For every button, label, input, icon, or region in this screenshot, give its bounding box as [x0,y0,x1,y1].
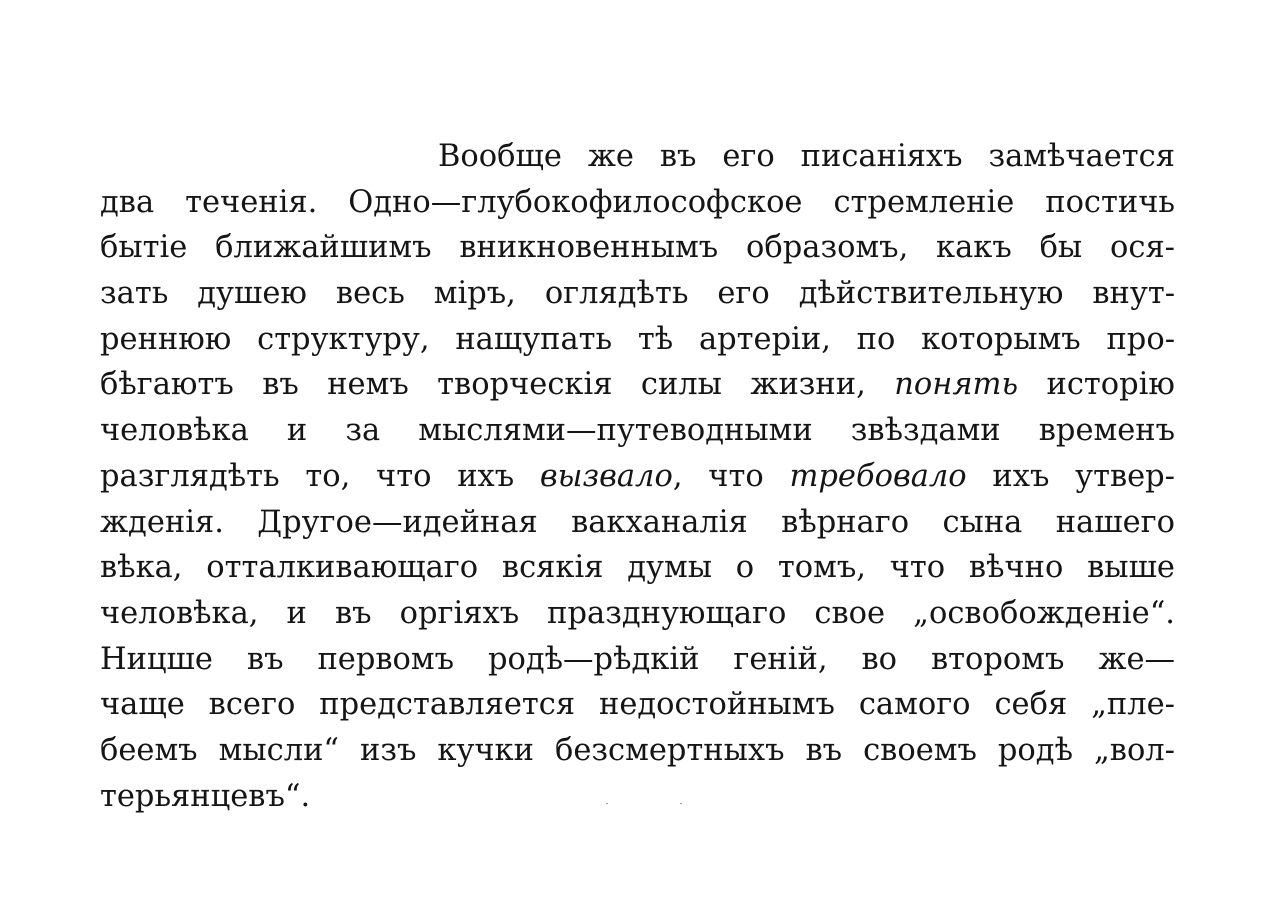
text-line: Ницше въ первомъ родѣ—рѣдкій геній, во второмъ же— [100,641,1175,677]
scan-speck [680,803,682,804]
text-line: вѣка, отталкивающаго всякія думы о томъ, что вѣчно выше [100,550,1175,586]
text-line: человѣка, и въ оргіяхъ празднующаго свое „освобожденіе“. [100,595,1175,631]
text-line: бѣгаютъ въ немъ творческія силы жизни, понять исторію [100,367,1175,403]
text-line: беемъ мысли“ изъ кучки безсмертныхъ въ своемъ родѣ „вол- [100,732,1175,768]
text-line: Вообще же въ его писаніяхъ замѣчается [438,139,1175,174]
text-line: разглядѣть то, что ихъ вызвало, что требовало ихъ утвер- [100,458,1175,494]
italic-word: требовало [789,458,967,494]
text-line: два теченія. Одно—глубокофилософское стремленіе постичь [100,184,1175,220]
text-line: жденія. Другое—идейная вакханалія вѣрнаго сына нашего [100,504,1175,540]
text-line: зать душею весь міръ, оглядѣть его дѣйствительную внут- [100,276,1175,312]
text-line: человѣка и за мыслями—путеводными звѣздами временъ [100,413,1175,449]
text-line: чаще всего представляется недостойнымъ самого себя „пле- [100,687,1175,723]
italic-word: вызвало [539,458,673,494]
italic-word: понять [894,367,1019,403]
text-line: реннюю структуру, нащупать тѣ артеріи, по которымъ про- [100,321,1175,357]
text-line: терьянцевъ“. [100,778,311,814]
scan-speck [606,803,608,804]
text-line: бытіе ближайшимъ вникновеннымъ образомъ, какъ бы ося- [100,230,1175,266]
paragraph [100,134,1175,819]
